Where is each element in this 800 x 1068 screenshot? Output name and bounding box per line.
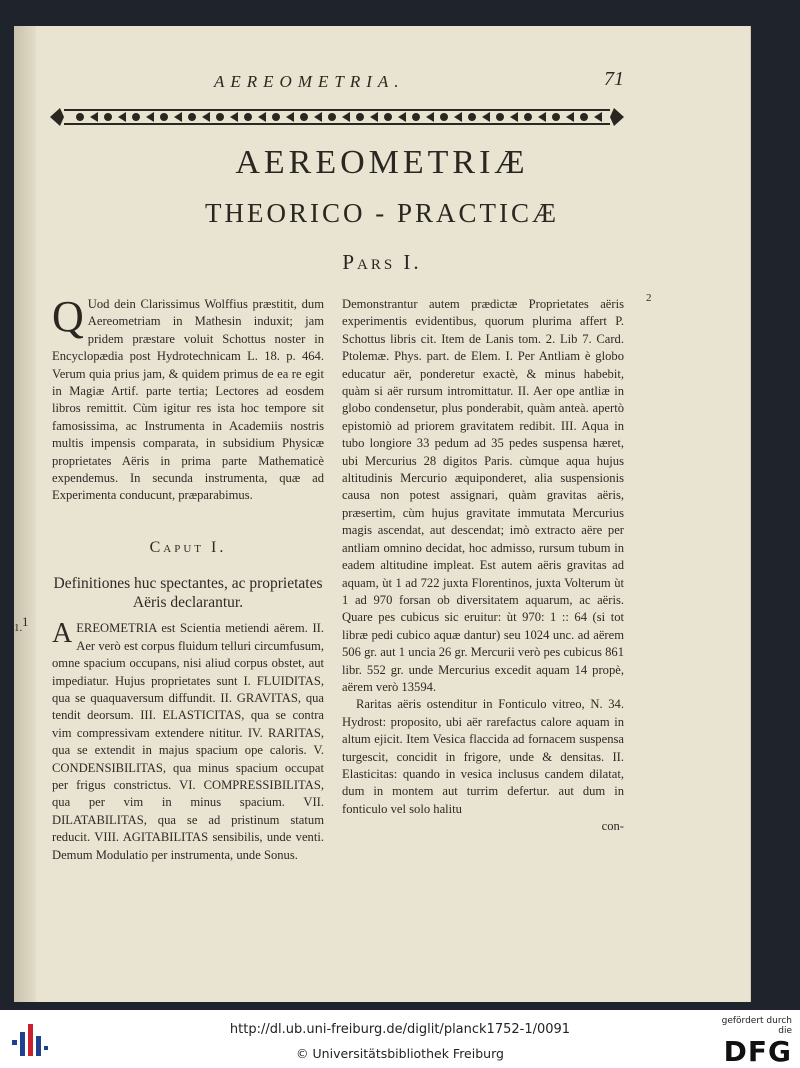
dfg-logo <box>706 1016 792 1068</box>
definitions-paragraph <box>14 618 324 864</box>
definitions-text: EREOMETRIA est Scientia metiendi aërem. II. Aer verò est corpus fluidum telluri circumfusum, omne spacium occupans, nisi aliud corpus obstet, aut impediatur. Hujus proprietates sunt I. FLUIDITAS, qua se quaquaversum diffundit. II. GRAVITAS, qua tendit deorsum. III. ELASTICITAS, qua se contra vim compressivam extendere nititur. IV. RARITAS, qua se extendit in majus spacium ope caloris. V. CONDENSIBILITAS, qua minus spacium occupat per frigus constrictus. VI. COMPRESSIBILITAS, qua per vim in minus spacium. VII. DILATABILITAS, qua se ad pristinum statum reducit. VIII. AGITABILITAS sensibilis, unde venti. Demum Modulatio per instrumenta, unde Sonus. <box>52 621 324 862</box>
document-url-link[interactable]: http://dl.ub.uni-freiburg.de/diglit/planck1752-1/0091 <box>229 1022 571 1037</box>
intro-text: Uod dein Clarissimus Wolffius præstitit, dum Aereometriam in Mathesin induxit; jam pridem præstare voluit Schottus noster in Encyclopædia post Hydrotechnicam L. 18. p. 464. Verum quia prius jam, & quidem primus de ea re egit in Magiæ Artif. parte tertia; Lectores ad eosdem libros remittit. Cùm igitur res ista hoc tempore sit famosissima, ac Instrumenta in Academiis nostris multis impensis comparata, in subsidium Physicæ proprietates Aëris in prima parte Mathematicè expendemus. In secunda instrumenta, quæ ad Experimenta conducunt, præparabimus. <box>52 297 324 503</box>
running-head-title: AEREOMETRIA. <box>214 72 405 91</box>
ornament-border <box>50 106 624 128</box>
dfg-caption: gefördert durch die <box>721 1016 792 1036</box>
right-margin-mark: 2 <box>646 292 652 304</box>
left-column <box>14 292 324 864</box>
intro-dropcap: Q <box>52 292 84 341</box>
footer-bar <box>0 1010 800 1068</box>
part-heading: Pars I. <box>342 250 422 274</box>
copyright-notice: © Universitätsbibliothek Freiburg <box>296 1046 504 1061</box>
intro-paragraph <box>52 292 324 505</box>
main-title: AEREOMETRIÆ <box>235 144 529 181</box>
page-number: 71 <box>604 68 624 90</box>
left-margin-mark: 1 <box>22 614 29 629</box>
catchword: con- <box>601 819 624 834</box>
dfg-logo-text: DFG <box>723 1035 792 1068</box>
raritas-paragraph: Raritas aëris ostenditur in Fonticulo vitreo, N. 34. Hydrost: proposito, ubi aër rarefactus calore aquam in altum ejicit. Item Vesica flaccida ad fornacem suspensa turgescit, concidit in frigore, unde & densitas. II. Elasticitas: quando in vesica inclusus candem dilatat, dum in montem aut turrim defertur. aut dum in fonticulo vel solo halitu <box>342 697 624 816</box>
section-number: 1. <box>14 622 23 635</box>
subtitle: THEORICO - PRACTICÆ <box>204 198 559 228</box>
experiments-paragraph: Demonstrantur autem prædictæ Proprietates aëris experimentis evidentibus, quorum plurima affert P. Schottus libris cit. Item de Lanis tom. 2. Lib 7. Card. Ptolemæ. Phys. part. de Elem. I. Per Antliam è globo educatur aër, ponderetur exactè, & minus habebit, quàm si aër rursum intromittatur. II. Aer ope antliæ in globo condensetur, plus ponderabit, quàm anteà. apertò epistomiò ad priorem gravitatem redibit. III. Aqua in tubo longiore 33 pedum ad 35 pedes suspensa hæret, ubi Mercurius 28 digitos Paris. cùmque aqua hujus altitudinis Mercurio æquiponderet, alia suspensionis causa non potest assignari, quàm gravitas aëris, præsertim, cùm hujus gravitate immutata Mercurius magis ascendat, aut descendat; imò extracto aëre per antliam omnino decidat, hoc admisso, rursum tubum in eadem altitudine impleat. Est autem aëris gravitas ad aquam, ùt 1 ad 722 juxta Florentinos, juxta Volterum ùt 1 ad 970 forsan ob diversitatem aquarum, ac aëris. Quare pes cubicus sic eruitur: ùt 970: 1 :: 64 (si tot libræ pedi cubico aquæ dantur) seu 1024 unc. ad aërem 506 gr. aut 1 uncia 26 gr. Mercurii verò pes cubicus 861 libr. 552 gr. unde Mercurius excedit aquam 14 propè, aërem verò 13594. <box>342 297 624 694</box>
chapter-heading: Caput I. <box>149 538 227 556</box>
para-dropcap: A <box>52 618 73 650</box>
right-column <box>342 296 624 836</box>
book-page <box>14 26 751 1002</box>
definitions-heading: Definitiones huc spectantes, ac proprietates Aëris declarantur. <box>53 575 323 612</box>
